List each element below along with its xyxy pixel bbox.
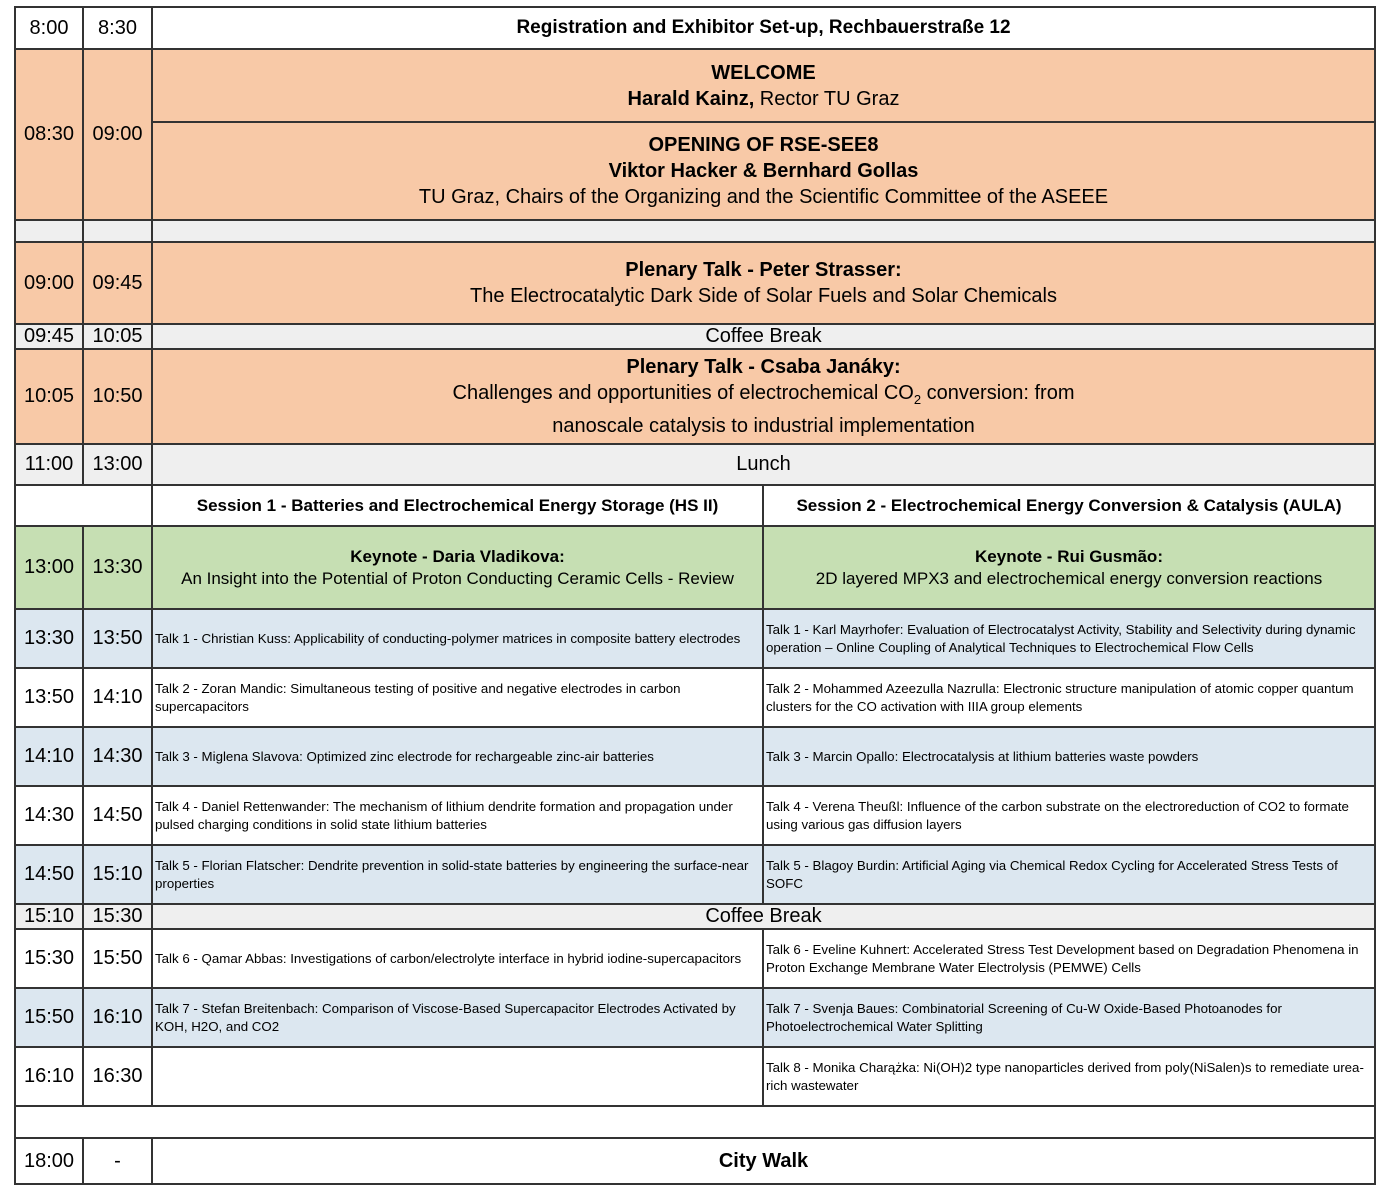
table-row [15, 1047, 1375, 1106]
row-plenary1 [15, 242, 1375, 324]
talk-s2: Talk 4 - Verena Theußl: Influence of the carbon substrate on the electroreduction of CO2 to formate using various gas diffusion layers [763, 786, 1375, 845]
start-time: 18:00 [15, 1138, 83, 1184]
talk-s1: Talk 4 - Daniel Rettenwander: The mechanism of lithium dendrite formation and propagation under pulsed charging conditions in solid state lithium batteries [152, 786, 763, 845]
start-time: 15:10 [15, 904, 83, 929]
end-time: 13:00 [83, 444, 152, 485]
start-time: 08:30 [15, 49, 83, 220]
session1-header: Session 1 - Batteries and Electrochemical Energy Storage (HS II) [152, 485, 763, 526]
end-time: 10:50 [83, 349, 152, 444]
start-time: 13:00 [15, 526, 83, 609]
talk-s1: Talk 2 - Zoran Mandic: Simultaneous testing of positive and negative electrodes in carbon supercapacitors [152, 668, 763, 727]
row-registration [15, 7, 1375, 49]
row-spacer [15, 220, 1375, 242]
keynote-s2 [763, 526, 1375, 609]
welcome-cell [152, 49, 1375, 122]
spacer-cell [15, 1106, 1375, 1138]
end-time: 14:10 [83, 668, 152, 727]
coffee-break-label: Coffee Break [152, 324, 1375, 349]
plenary2-title-sub: 2 [913, 392, 922, 407]
opening-cell [152, 122, 1375, 220]
row-coffee2 [15, 904, 1375, 929]
table-row [15, 668, 1375, 727]
opening-heading: OPENING OF RSE-SEE8 [648, 134, 879, 156]
opening-desc: TU Graz, Chairs of the Organizing and the Scientific Committee of the ASEEE [418, 186, 1109, 208]
end-time: 14:30 [83, 727, 152, 786]
start-time: 15:30 [15, 929, 83, 988]
plenary2-cell [152, 349, 1375, 444]
plenary1-heading: Plenary Talk - Peter Strasser: [625, 259, 902, 281]
keynote-s2-heading: Keynote - Rui Gusmão: [975, 546, 1163, 566]
end-time: - [83, 1138, 152, 1184]
end-time: 09:00 [83, 49, 152, 220]
row-spacer [15, 1106, 1375, 1138]
start-time: 09:45 [15, 324, 83, 349]
plenary2-title-a: Challenges and opportunities of electrochemical CO [452, 382, 914, 404]
citywalk-label: City Walk [152, 1138, 1375, 1184]
coffee-break-label: Coffee Break [152, 904, 1375, 929]
table-row [15, 929, 1375, 988]
plenary2-heading: Plenary Talk - Csaba Janáky: [626, 356, 901, 378]
opening-speakers: Viktor Hacker & Bernhard Gollas [608, 160, 919, 182]
row-citywalk [15, 1138, 1375, 1184]
start-time: 16:10 [15, 1047, 83, 1106]
talk-s1: Talk 1 - Christian Kuss: Applicability of conducting-polymer matrices in composite battery electrodes [152, 609, 763, 668]
welcome-speaker: Harald Kainz, [627, 87, 755, 110]
start-time: 09:00 [15, 242, 83, 324]
end-time: 8:30 [83, 7, 152, 49]
table-row [15, 845, 1375, 904]
talk-s2: Talk 1 - Karl Mayrhofer: Evaluation of Electrocatalyst Activity, Stability and Selectivity during dynamic operation – Online Coupling of Analytical Techniques to Electrochemical Flow Cells [763, 609, 1375, 668]
table-row [15, 786, 1375, 845]
start-time: 15:50 [15, 988, 83, 1047]
end-time: 15:30 [83, 904, 152, 929]
plenary1-title: The Electrocatalytic Dark Side of Solar Fuels and Solar Chemicals [470, 285, 1057, 307]
end-time: 10:05 [83, 324, 152, 349]
talk-s1: Talk 7 - Stefan Breitenbach: Comparison of Viscose-Based Supercapacitor Electrodes Activated by KOH, H2O, and CO2 [152, 988, 763, 1047]
talk-s2: Talk 2 - Mohammed Azeezulla Nazrulla: Electronic structure manipulation of atomic copper quantum clusters for the CO activation with IIIA group elements [763, 668, 1375, 727]
talk-s2: Talk 8 - Monika Charążka: Ni(OH)2 type nanoparticles derived from poly(NiSalen)s to remediate urea-rich wastewater [763, 1047, 1375, 1106]
session2-header: Session 2 - Electrochemical Energy Conversion & Catalysis (AULA) [763, 485, 1375, 526]
talk-s2: Talk 7 - Svenja Baues: Combinatorial Screening of Cu-W Oxide-Based Photoanodes for Photoelectrochemical Water Splitting [763, 988, 1375, 1047]
start-time: 8:00 [15, 7, 83, 49]
end-time: 13:50 [83, 609, 152, 668]
keynote-s1-title: An Insight into the Potential of Proton Conducting Ceramic Cells - Review [181, 568, 734, 588]
keynote-s1-heading: Keynote - Daria Vladikova: [350, 546, 565, 566]
lunch-label: Lunch [152, 444, 1375, 485]
talk-s1: Talk 3 - Miglena Slavova: Optimized zinc electrode for rechargeable zinc-air batteries [152, 727, 763, 786]
plenary1-cell [152, 242, 1375, 324]
row-plenary2 [15, 349, 1375, 444]
talk-s1: Talk 5 - Florian Flatscher: Dendrite prevention in solid-state batteries by engineering the surface-near properties [152, 845, 763, 904]
plenary2-title-b: conversion: from [921, 382, 1075, 404]
spacer-cell [152, 220, 1375, 242]
talk-s1 [152, 1047, 763, 1106]
row-coffee1 [15, 324, 1375, 349]
empty-cell [15, 485, 152, 526]
spacer-cell [83, 220, 152, 242]
welcome-heading: WELCOME [711, 61, 816, 84]
row-opening [15, 122, 1375, 220]
keynote-s1 [152, 526, 763, 609]
keynote-s2-title: 2D layered MPX3 and electrochemical energy conversion reactions [815, 568, 1323, 588]
talk-s2: Talk 5 - Blagoy Burdin: Artificial Aging via Chemical Redox Cycling for Accelerated Stress Tests of SOFC [763, 845, 1375, 904]
end-time: 09:45 [83, 242, 152, 324]
table-row [15, 609, 1375, 668]
start-time: 13:30 [15, 609, 83, 668]
table-row [15, 727, 1375, 786]
spacer-cell [15, 220, 83, 242]
talk-s2: Talk 6 - Eveline Kuhnert: Accelerated Stress Test Development based on Degradation Phenomena in Proton Exchange Membrane Water Electrolysis (PEMWE) Cells [763, 929, 1375, 988]
schedule-table [14, 6, 1376, 1185]
plenary2-title-c: nanoscale catalysis to industrial implementation [552, 415, 975, 437]
row-lunch [15, 444, 1375, 485]
end-time: 15:10 [83, 845, 152, 904]
row-keynote [15, 526, 1375, 609]
end-time: 16:30 [83, 1047, 152, 1106]
start-time: 10:05 [15, 349, 83, 444]
registration-title: Registration and Exhibitor Set-up, Rechbauerstraße 12 [152, 7, 1375, 49]
talk-s2: Talk 3 - Marcin Opallo: Electrocatalysis at lithium batteries waste powders [763, 727, 1375, 786]
table-row [15, 988, 1375, 1047]
row-sessions [15, 485, 1375, 526]
start-time: 14:10 [15, 727, 83, 786]
start-time: 11:00 [15, 444, 83, 485]
welcome-role: Rector TU Graz [754, 87, 900, 110]
start-time: 14:50 [15, 845, 83, 904]
end-time: 16:10 [83, 988, 152, 1047]
row-welcome [15, 49, 1375, 122]
end-time: 14:50 [83, 786, 152, 845]
start-time: 14:30 [15, 786, 83, 845]
talk-s1: Talk 6 - Qamar Abbas: Investigations of carbon/electrolyte interface in hybrid iodine-supercapacitors [152, 929, 763, 988]
end-time: 13:30 [83, 526, 152, 609]
start-time: 13:50 [15, 668, 83, 727]
end-time: 15:50 [83, 929, 152, 988]
